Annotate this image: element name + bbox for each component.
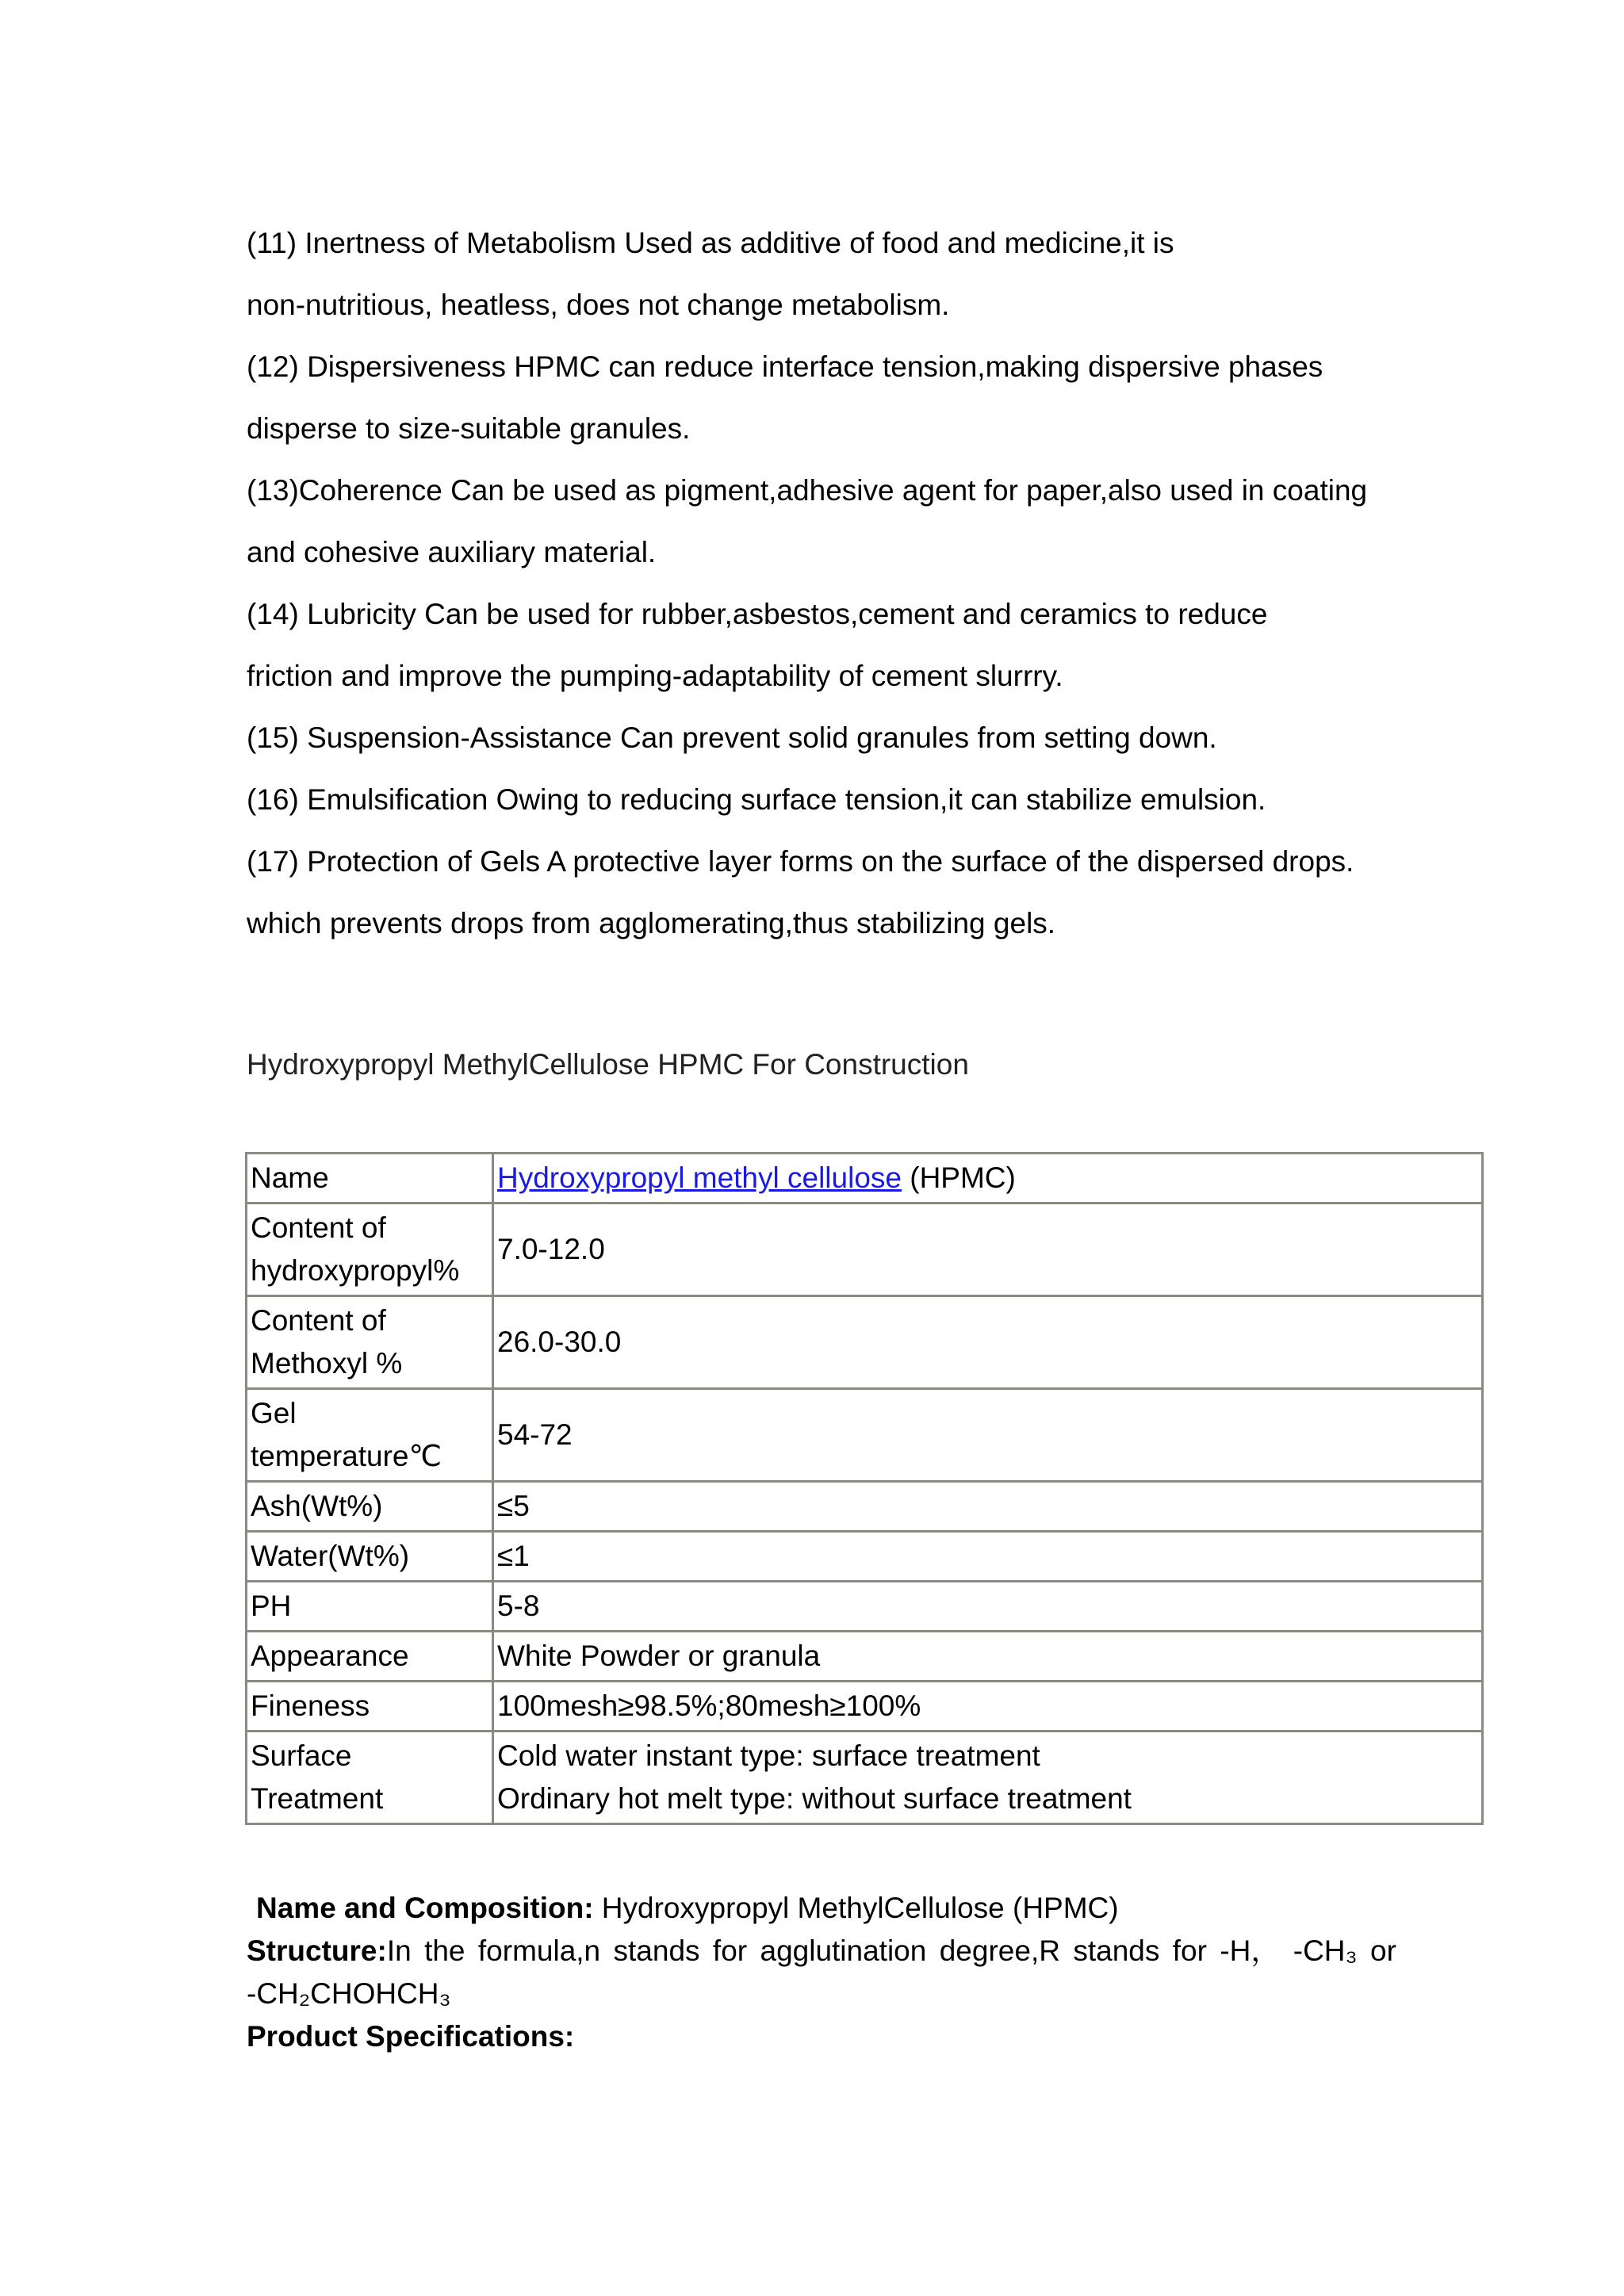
hpmc-link[interactable]: Hydroxypropyl methyl cellulose [497, 1161, 902, 1194]
value-line: Cold water instant type: surface treatment [497, 1739, 1040, 1772]
structure-word: the [424, 1934, 465, 1967]
table-cell-value [493, 1732, 1483, 1824]
structure-word: formula,n [477, 1934, 601, 1967]
paragraph-line: (17) Protection of Gels A protective layer forms on the surface of the dispersed drops. [247, 845, 1354, 878]
table-row [247, 1296, 1483, 1389]
table-row [247, 1732, 1483, 1824]
paragraph-line: (16) Emulsification Owing to reducing surface tension,it can stabilize emulsion. [247, 783, 1266, 816]
label-line: temperature℃ [251, 1440, 442, 1472]
structure-word: -CH₃ [1293, 1934, 1358, 1967]
table-cell-label [247, 1296, 493, 1389]
paragraph-line: and cohesive auxiliary material. [247, 536, 657, 568]
label-line: Surface [251, 1739, 352, 1772]
table-cell-value: White Powder or granula [493, 1632, 1483, 1682]
paragraph-line: disperse to size-suitable granules. [247, 412, 691, 445]
section-title: Hydroxypropyl MethylCellulose HPMC For Construction [247, 1048, 969, 1081]
table-cell-label [247, 1389, 493, 1482]
table-cell-label: Water(Wt%) [247, 1532, 493, 1582]
table-cell-value: ≤5 [493, 1482, 1483, 1532]
structure-word: agglutination [760, 1934, 927, 1967]
paragraph-line: (13)Coherence Can be used as pigment,adhesive agent for paper,also used in coating [247, 474, 1368, 507]
label-line: Gel [251, 1397, 297, 1429]
label-line: Content of [251, 1211, 386, 1244]
paragraph-line: (11) Inertness of Metabolism Used as additive of food and medicine,it is [247, 227, 1174, 259]
name-composition-label: Name and Composition: [256, 1892, 594, 1924]
structure-line-2: -CH₂CHOHCH₃ [247, 1977, 451, 2010]
table-cell-label [247, 1732, 493, 1824]
table-cell-label [247, 1203, 493, 1296]
structure-word: -H， [1220, 1934, 1281, 1967]
label-line: Methoxyl % [251, 1347, 403, 1380]
structure-word: degree,R [939, 1934, 1060, 1967]
table-row [247, 1203, 1483, 1296]
label-line: hydroxypropyl% [251, 1254, 460, 1287]
table-row [247, 1632, 1483, 1682]
name-composition-value: Hydroxypropyl MethylCellulose (HPMC) [593, 1892, 1119, 1924]
footer-section [247, 1887, 1396, 2058]
table-row [247, 1389, 1483, 1482]
table-cell-label: PH [247, 1582, 493, 1632]
table-row [247, 1582, 1483, 1632]
structure-word: stands [1073, 1934, 1160, 1967]
structure-word: for [1172, 1934, 1207, 1967]
table-row [247, 1682, 1483, 1732]
table-cell-value: 100mesh≥98.5%;80mesh≥100% [493, 1682, 1483, 1732]
table-cell-label: Name [247, 1154, 493, 1203]
paragraph-line: (14) Lubricity Can be used for rubber,asbestos,cement and ceramics to reduce [247, 598, 1268, 630]
table-cell-label: Fineness [247, 1682, 493, 1732]
table-cell-label: Appearance [247, 1632, 493, 1682]
table-cell-label: Ash(Wt%) [247, 1482, 493, 1532]
structure-label: Structure: [247, 1934, 387, 1967]
name-suffix: (HPMC) [901, 1161, 1016, 1194]
label-line: Treatment [251, 1782, 384, 1815]
structure-line [247, 1930, 1396, 1973]
paragraph-line: friction and improve the pumping-adaptability of cement slurrry. [247, 660, 1063, 692]
name-composition-line [247, 1887, 1396, 1930]
table-cell-value: 5-8 [493, 1582, 1483, 1632]
paragraph-line: (12) Dispersiveness HPMC can reduce interface tension,making dispersive phases [247, 350, 1323, 383]
product-specifications-label: Product Specifications: [247, 2020, 575, 2053]
content-body [247, 212, 1484, 1096]
table-cell-value: 26.0-30.0 [493, 1296, 1483, 1389]
table-row [247, 1532, 1483, 1582]
paragraph-line: non-nutritious, heatless, does not change metabolism. [247, 289, 950, 321]
structure-word: or [1370, 1934, 1396, 1967]
paragraph-line: (15) Suspension-Assistance Can prevent solid granules from setting down. [247, 721, 1217, 754]
table-cell-value: 7.0-12.0 [493, 1203, 1483, 1296]
structure-word: stands [613, 1934, 700, 1967]
structure-word: for [712, 1934, 748, 1967]
product-specifications-heading [247, 2015, 1396, 2058]
structure-word: In [386, 1934, 412, 1967]
spec-table [245, 1152, 1484, 1825]
table-row [247, 1154, 1483, 1203]
table-row [247, 1482, 1483, 1532]
table-cell-value: ≤1 [493, 1532, 1483, 1582]
table-cell-value [493, 1154, 1483, 1203]
table-cell-value: 54-72 [493, 1389, 1483, 1482]
value-line: Ordinary hot melt type: without surface treatment [497, 1782, 1132, 1815]
structure-first [247, 1930, 412, 1973]
paragraph-line: which prevents drops from agglomerating,thus stabilizing gels. [247, 907, 1056, 939]
label-line: Content of [251, 1304, 386, 1337]
